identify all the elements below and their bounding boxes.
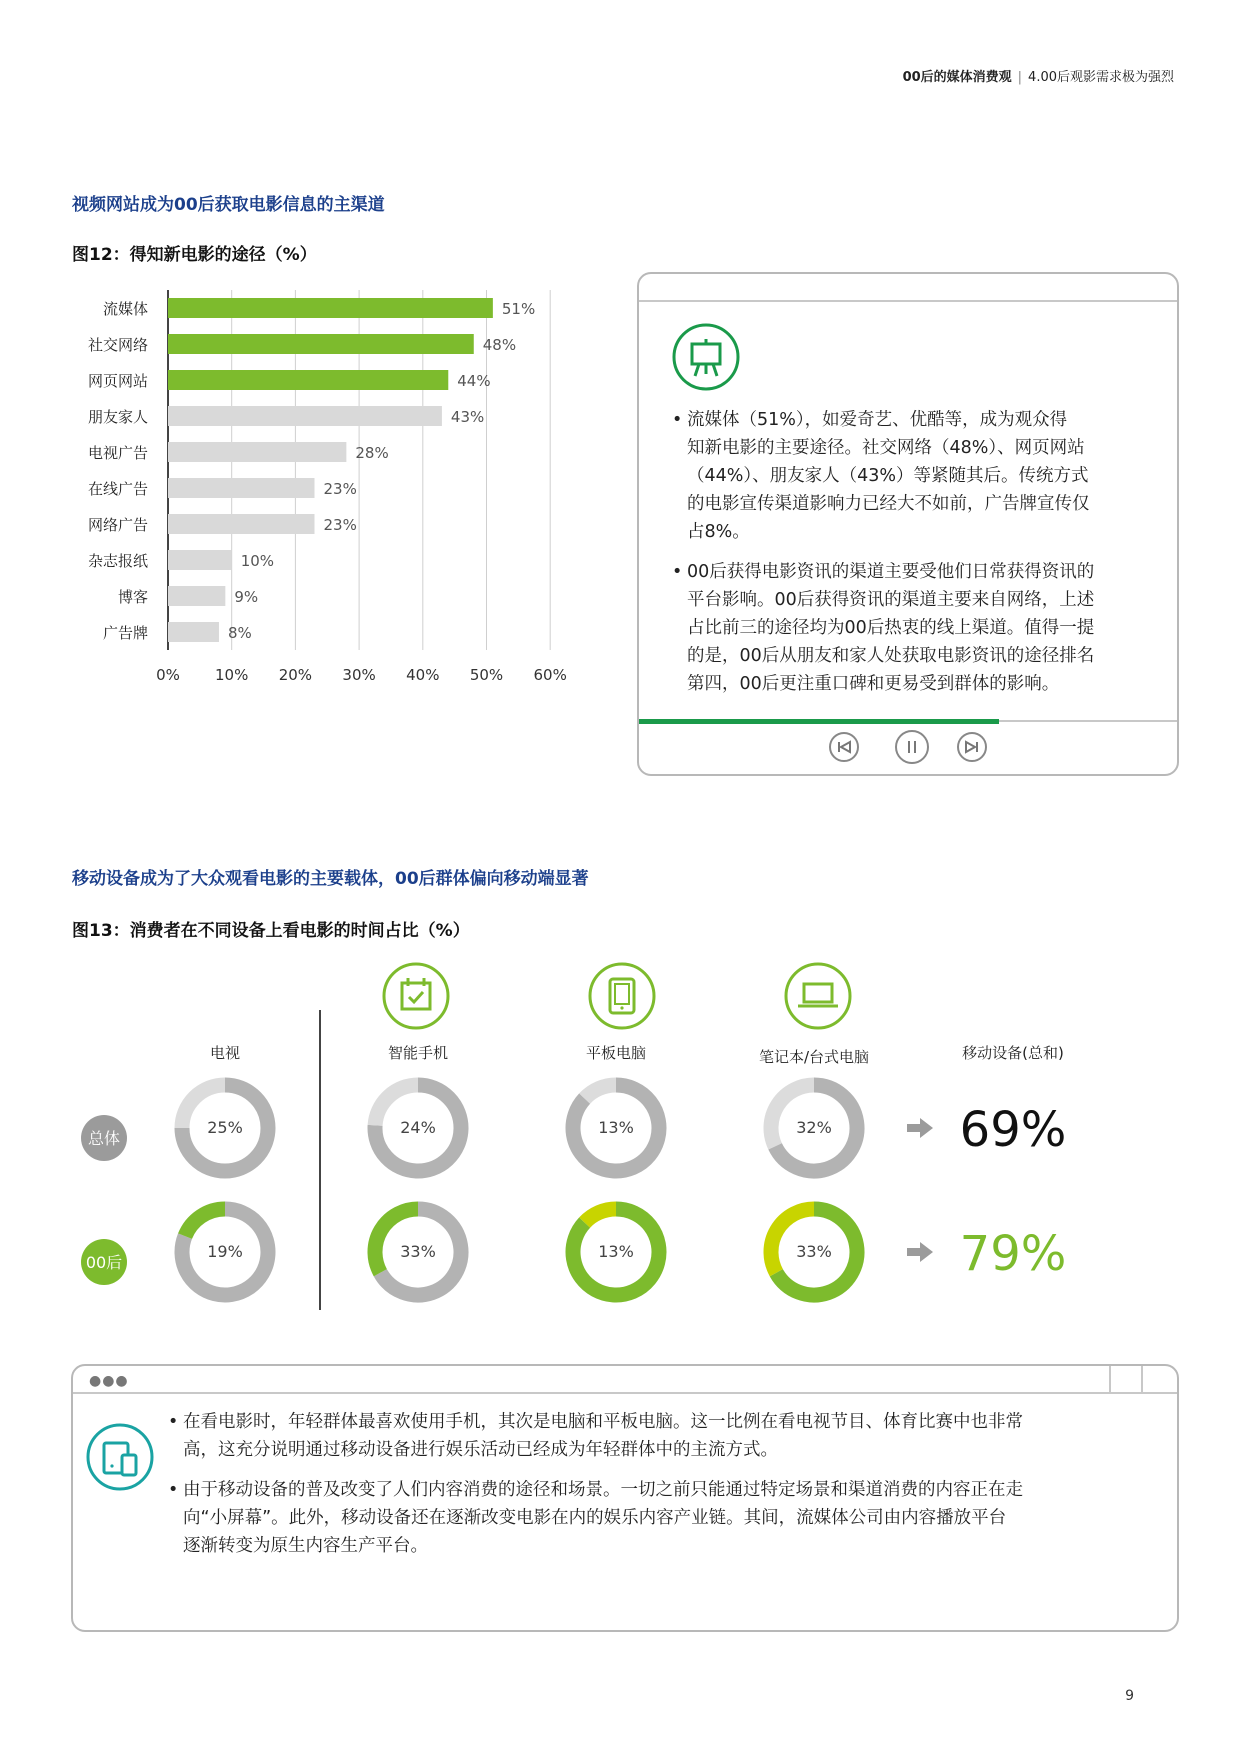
bullet-line: 高，这充分说明通过移动设备进行娱乐活动已经成为年轻群体中的主流方式。 xyxy=(183,1440,778,1460)
pause-icon xyxy=(897,732,927,762)
column-header: 电视 xyxy=(209,1044,241,1062)
card1-bullet-1: • 流媒体（51%），如爱奇艺、优酷等，成为观众得 知新电影的主要途径。社交网络（48%）、网页网站 （44%）、朋友家人（43%）等紧随其后。传统方式 的电影宣传渠道影响力已经大不如前，广告牌宣传仅 占8%。 xyxy=(687,406,1157,546)
figure12-bar-chart xyxy=(60,290,620,700)
insight-card-1 xyxy=(637,272,1179,776)
bar xyxy=(168,586,225,606)
next-icon xyxy=(959,734,985,760)
figure12-title: 图12：得知新电影的途径（%） xyxy=(72,245,317,265)
donut-slice xyxy=(771,1085,814,1146)
bullet-line: 在看电影时，年轻群体最喜欢使用手机，其次是电脑和平板电脑。这一比例在看电视节目、体育比赛中也非常 xyxy=(183,1412,1023,1432)
bar xyxy=(168,334,474,354)
bullet-line: 第四，00后更注重口碑和更易受到群体的影响。 xyxy=(687,674,1060,694)
card2-bullet-2: • 由于移动设备的普及改变了人们内容消费的途径和场景。一切之前只能通过特定场景和渠道消费的内容正在走 向“小屏幕”。此外，移动设备还在逐渐改变电影在内的娱乐内容产业链。其间，流媒体公司由内容播放平台 逐渐转变为原生内容生产平台。 xyxy=(183,1476,1173,1560)
donut-value-label: 25% xyxy=(207,1118,243,1137)
bullet-line: 的是，00后从朋友和家人处获取电影资讯的途径排名 xyxy=(687,646,1095,666)
donut-value-label: 24% xyxy=(400,1118,436,1137)
bullet-line: 占8%。 xyxy=(687,522,750,542)
bullet-line: 00后获得电影资讯的渠道主要受他们日常获得资讯的 xyxy=(687,562,1095,582)
x-tick-label: 20% xyxy=(278,666,313,684)
category-label: 杂志报纸 xyxy=(87,552,148,570)
category-label: 广告牌 xyxy=(102,624,148,642)
bullet-line: （44%）、朋友家人（43%）等紧随其后。传统方式 xyxy=(687,466,1089,486)
bar xyxy=(168,442,346,462)
value-label: 44% xyxy=(457,372,491,390)
column-header: 笔记本/台式电脑 xyxy=(758,1048,870,1066)
category-label: 网页网站 xyxy=(87,372,148,390)
progress-fill xyxy=(639,719,999,724)
total-value: 69% xyxy=(959,1102,1067,1158)
donut-value-label: 13% xyxy=(598,1242,634,1261)
running-header xyxy=(903,66,1174,85)
figure13-title: 图13：消费者在不同设备上看电影的时间占比（%） xyxy=(72,921,470,941)
value-label: 28% xyxy=(355,444,389,462)
value-label: 10% xyxy=(240,552,275,570)
category-label: 电视广告 xyxy=(87,444,148,462)
figure13-donut-chart xyxy=(0,1010,1240,1330)
donut-value-label: 33% xyxy=(796,1242,832,1261)
next-button[interactable] xyxy=(957,732,987,762)
card2-bullet-1: • 在看电影时，年轻群体最喜欢使用手机，其次是电脑和平板电脑。这一比例在看电视节目、体育比赛中也非常 高，这充分说明通过移动设备进行娱乐活动已经成为年轻群体中的主流方式。 xyxy=(183,1408,1173,1464)
donut-value-label: 33% xyxy=(400,1242,436,1261)
value-label: 23% xyxy=(323,480,357,498)
x-tick-label: 0% xyxy=(156,666,180,684)
x-tick-label: 30% xyxy=(342,666,376,684)
card1-bullet-2: • 00后获得电影资讯的渠道主要受他们日常获得资讯的 平台影响。00后获得资讯的渠道主要来自网络，上述 占比前三的途径均为00后热衷的线上渠道。值得一提 的是，00后从朋友和家人处获取电影资讯的途径排名 第四，00后更注重口碑和更易受到群体的影响。 xyxy=(687,558,1157,698)
value-label: 23% xyxy=(323,516,357,534)
category-label: 在线广告 xyxy=(87,480,148,498)
value-label: 8% xyxy=(227,624,252,642)
section2-title: 移动设备成为了大众观看电影的主要载体，00后群体偏向移动端显著 xyxy=(72,869,589,889)
value-label: 48% xyxy=(482,336,517,354)
header-separator: | xyxy=(1017,70,1023,85)
category-label: 社交网络 xyxy=(87,336,148,354)
category-label: 流媒体 xyxy=(102,300,148,318)
bullet-line: 流媒体（51%），如爱奇艺、优酷等，成为观众得 xyxy=(687,410,1068,430)
donut-value-label: 19% xyxy=(207,1242,243,1261)
bar xyxy=(168,370,448,390)
card2-topbar xyxy=(73,1366,1177,1394)
insight-card-2 xyxy=(71,1364,1179,1632)
donut-value-label: 13% xyxy=(598,1118,634,1137)
bar xyxy=(168,514,315,534)
category-label: 网络广告 xyxy=(87,516,148,534)
presentation-board-icon xyxy=(671,322,741,392)
pause-button[interactable] xyxy=(895,730,929,764)
bar xyxy=(168,550,232,570)
prev-button[interactable] xyxy=(829,732,859,762)
total-value: 79% xyxy=(959,1226,1067,1282)
mobile-devices-icon xyxy=(85,1422,155,1492)
header-chapter: 00后的媒体消费观 xyxy=(902,70,1012,85)
bullet-line: 由于移动设备的普及改变了人们内容消费的途径和场景。一切之前只能通过特定场景和渠道消费的内容正在走 xyxy=(183,1480,1023,1500)
total-header: 移动设备(总和) xyxy=(962,1044,1064,1062)
page-number: 9 xyxy=(1125,1688,1134,1704)
row-badge-label: 00后 xyxy=(85,1253,123,1272)
donut-slice xyxy=(585,1209,616,1223)
x-tick-label: 60% xyxy=(533,666,567,684)
donut-slice xyxy=(375,1209,418,1273)
card1-topbar xyxy=(639,274,1177,302)
x-tick-label: 40% xyxy=(406,666,440,684)
donut-slice xyxy=(771,1209,814,1273)
bullet-line: 逐渐转变为原生内容生产平台。 xyxy=(183,1536,428,1556)
category-label: 博客 xyxy=(117,588,148,606)
column-header: 平板电脑 xyxy=(585,1044,647,1062)
bullet-line: 平台影响。00后获得资讯的渠道主要来自网络，上述 xyxy=(687,590,1095,610)
x-tick-label: 10% xyxy=(215,666,249,684)
donut-slice xyxy=(585,1085,616,1099)
donut-value-label: 32% xyxy=(796,1118,832,1137)
arrow-icon xyxy=(907,1118,933,1138)
category-label: 朋友家人 xyxy=(87,408,148,426)
arrow-icon xyxy=(907,1242,933,1262)
x-tick-label: 50% xyxy=(469,666,504,684)
column-header: 智能手机 xyxy=(387,1044,449,1062)
bullet-line: 占比前三的途径均为00后热衷的线上渠道。值得一提 xyxy=(687,618,1095,638)
bar xyxy=(168,478,315,498)
value-label: 9% xyxy=(234,588,259,606)
section1-title: 视频网站成为00后获取电影信息的主渠道 xyxy=(72,195,385,215)
window-dots-icon: ●●● xyxy=(89,1373,129,1389)
bar xyxy=(168,622,219,642)
prev-icon xyxy=(831,734,857,760)
donut-slice xyxy=(185,1209,225,1236)
bullet-line: 的电影宣传渠道影响力已经大不如前，广告牌宣传仅 xyxy=(687,494,1090,514)
bar xyxy=(168,298,493,318)
row-badge-label: 总体 xyxy=(87,1129,121,1148)
header-section: 4.00后观影需求极为强烈 xyxy=(1028,70,1174,85)
value-label: 51% xyxy=(501,300,536,318)
bullet-line: 知新电影的主要途径。社交网络（48%）、网页网站 xyxy=(687,438,1085,458)
bullet-line: 向“小屏幕”。此外，移动设备还在逐渐改变电影在内的娱乐内容产业链。其间，流媒体公司由内容播放平台 xyxy=(183,1508,1007,1528)
value-label: 43% xyxy=(450,408,485,426)
window-tab xyxy=(1109,1366,1143,1392)
bar xyxy=(168,406,442,426)
